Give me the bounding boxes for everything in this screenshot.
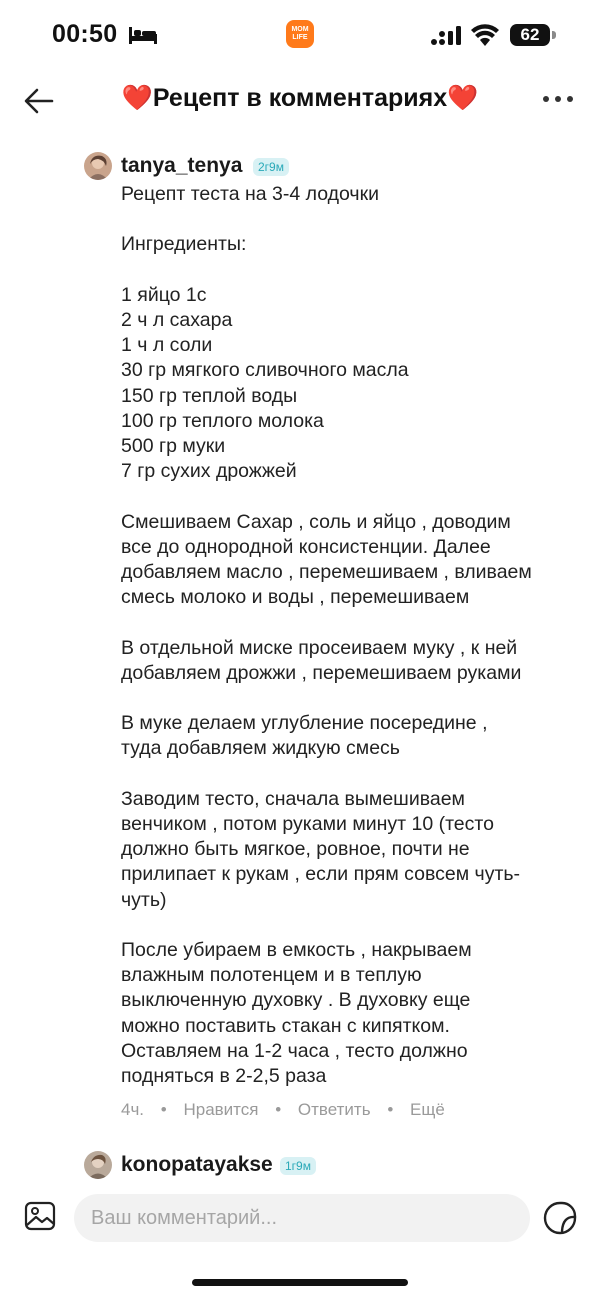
comment-line: все до однородной консистенции. Далее	[121, 535, 491, 558]
blank-line	[121, 484, 591, 509]
comment-line: должно быть мягкое, ровное, почти не	[121, 838, 470, 861]
comment-input[interactable]	[74, 1194, 530, 1242]
comment-line: 500 гр муки	[121, 435, 226, 457]
comment-line: Смешиваем Сахар , соль и яйцо , доводим	[121, 510, 511, 533]
comment-line: влажным полотенцем и в теплую	[121, 964, 422, 987]
page-title	[0, 84, 600, 113]
more-dots-icon[interactable]	[540, 86, 576, 112]
avatar[interactable]	[84, 1151, 112, 1179]
heart-emoji-left: ❤️	[121, 84, 153, 112]
comment-line: Заводим тесто, сначала вымешиваем	[121, 787, 465, 810]
app-badge-line1: MOM	[291, 26, 309, 33]
battery-icon: 62	[510, 24, 550, 46]
blank-line	[121, 207, 591, 232]
comment-actions	[121, 1100, 457, 1120]
level-badge: 2г9м	[253, 158, 289, 176]
blank-line	[121, 610, 591, 635]
comment-line: смесь молоко и воды , перемешиваем	[121, 586, 470, 609]
comment-line: чуть)	[121, 888, 167, 911]
battery-cap	[552, 31, 556, 39]
blank-line	[121, 913, 591, 938]
more-button[interactable]: Ещё	[410, 1100, 445, 1119]
comment-line: 150 гр теплой воды	[121, 384, 298, 407]
image-icon[interactable]	[24, 1200, 56, 1232]
comment-line: 7 гр сухих дрожжей	[121, 460, 297, 483]
blank-line	[121, 762, 591, 787]
comment	[84, 1151, 584, 1191]
signal-icon	[430, 25, 464, 47]
home-indicator[interactable]	[192, 1279, 408, 1286]
comment-time: 4ч.	[121, 1100, 145, 1119]
avatar-image	[84, 152, 112, 180]
comment-line: Оставляем на 1-2 часа , тесто должно	[121, 1039, 468, 1062]
comment-line: подняться в 2-2,5 раза	[121, 1065, 327, 1087]
avatar-image	[84, 1151, 112, 1179]
status-time: 00:50	[52, 20, 118, 48]
comment-line: В отдельной миске просеиваем муку , к ней	[121, 636, 518, 659]
separator-dot: •	[275, 1100, 282, 1119]
nav-bar	[0, 70, 600, 130]
comment-username[interactable]: konopatayakse	[121, 1153, 273, 1176]
like-button[interactable]: Нравится	[183, 1100, 259, 1119]
comment-line: В муке делаем углубление посередине ,	[121, 712, 488, 735]
comment-line: венчиком , потом руками минут 10 (тесто	[121, 812, 494, 835]
comment-line: туда добавляем жидкую смесь	[121, 737, 400, 760]
bed-icon	[128, 24, 158, 46]
comment-composer	[0, 1186, 600, 1256]
heart-emoji-right: ❤️	[447, 84, 479, 112]
page-title-text: Рецепт в комментариях	[152, 84, 448, 112]
comment-line: можно поставить стакан с кипятком.	[121, 1014, 450, 1037]
comment-line: 30 гр мягкого сливочного масла	[121, 359, 409, 382]
separator-dot: •	[387, 1100, 394, 1119]
blank-line	[121, 686, 591, 711]
status-bar	[0, 0, 600, 70]
comment-line: добавляем дрожжи , перемешиваем руками	[121, 661, 522, 684]
blank-line	[121, 258, 591, 283]
level-badge: 1г9м	[280, 1157, 316, 1175]
wifi-icon	[470, 22, 500, 48]
separator-dot: •	[160, 1100, 167, 1119]
comment-line: 100 гр теплого молока	[121, 409, 324, 432]
app-badge-line2: LIFE	[292, 34, 308, 41]
comment-line: После убираем в емкость , накрываем	[121, 938, 472, 961]
app-notification-icon	[286, 20, 314, 48]
comment-line: Рецепт теста на 3-4 лодочки	[121, 183, 380, 205]
comment-line: добавляем масло , перемешиваем , вливаем	[121, 561, 532, 583]
comment-line: Ингредиенты:	[121, 233, 247, 256]
comment-line: 1 яйцо 1с	[121, 283, 207, 306]
reply-button[interactable]: Ответить	[297, 1100, 371, 1119]
sticker-icon[interactable]	[542, 1200, 578, 1236]
comment-line: прилипает к рукам , если прям совсем чуть-	[121, 863, 521, 886]
avatar[interactable]	[84, 152, 112, 180]
comment-line: выключенную духовку . В духовку еще	[121, 989, 471, 1012]
comment-text	[121, 182, 591, 1089]
comment-line: 1 ч л соли	[121, 334, 213, 357]
comment-username[interactable]: tanya_tenya	[121, 154, 243, 177]
comment-line: 2 ч л сахара	[121, 308, 233, 331]
comment	[84, 152, 584, 1127]
